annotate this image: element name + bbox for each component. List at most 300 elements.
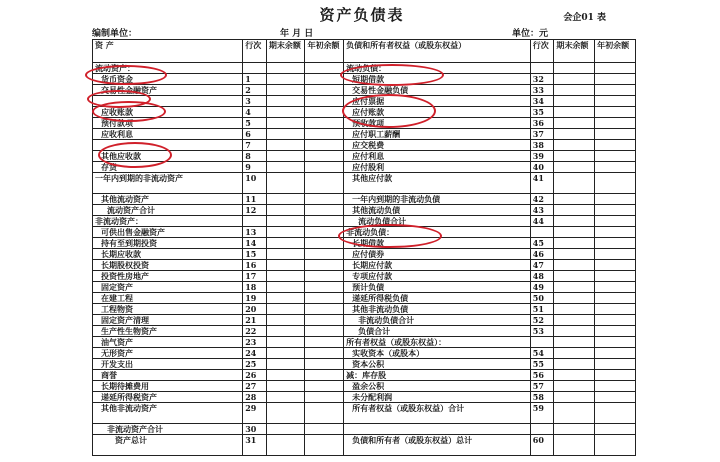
liability-begin-cell [595, 315, 636, 326]
col-end-balance: 期末余额 [266, 40, 305, 63]
table-row [93, 238, 636, 249]
liability-name-cell: 非流动负债合计 [344, 315, 531, 326]
asset-line-cell: 21 [243, 315, 267, 326]
liability-begin-cell [595, 118, 636, 129]
asset-line-cell [243, 216, 267, 227]
asset-end-cell [266, 107, 305, 118]
liability-line-cell: 41 [530, 173, 554, 194]
form-code: 会企01 表 [563, 13, 606, 23]
liability-end-cell [554, 140, 595, 151]
asset-line-cell: 7 [243, 140, 267, 151]
asset-begin-cell [305, 424, 344, 435]
liability-line-cell: 36 [530, 118, 554, 129]
asset-line-cell: 30 [243, 424, 267, 435]
liability-end-cell [554, 403, 595, 424]
liability-begin-cell [595, 173, 636, 194]
liability-line-cell: 50 [530, 293, 554, 304]
asset-begin-cell [305, 403, 344, 424]
liability-line-cell [530, 227, 554, 238]
table-row [93, 249, 636, 260]
liability-begin-cell [595, 392, 636, 403]
asset-end-cell [266, 348, 305, 359]
table-row [93, 315, 636, 326]
liability-name-cell: 长期应付款 [344, 260, 531, 271]
liability-name-cell: 其他应付款 [344, 173, 531, 194]
liability-line-cell [530, 337, 554, 348]
asset-end-cell [266, 63, 305, 74]
liability-begin-cell [595, 359, 636, 370]
table-row [93, 140, 636, 151]
liability-end-cell [554, 227, 595, 238]
asset-line-cell: 15 [243, 249, 267, 260]
liability-line-cell: 55 [530, 359, 554, 370]
asset-end-cell [266, 424, 305, 435]
liability-end-cell [554, 370, 595, 381]
asset-end-cell [266, 337, 305, 348]
liability-begin-cell [595, 194, 636, 205]
liability-name-cell: 长期借款 [344, 238, 531, 249]
col-line-2: 行次 [530, 40, 554, 63]
asset-line-cell: 10 [243, 173, 267, 194]
meta-row [92, 26, 632, 38]
liability-line-cell: 51 [530, 304, 554, 315]
currency-label: 单位：元 [512, 29, 549, 39]
asset-end-cell [266, 118, 305, 129]
liability-line-cell: 47 [530, 260, 554, 271]
col-end-balance-2: 期末余额 [554, 40, 595, 63]
asset-name-cell: 油气资产 [93, 337, 243, 348]
asset-begin-cell [305, 315, 344, 326]
col-assets: 资 产 [93, 40, 243, 63]
liability-line-cell: 48 [530, 271, 554, 282]
liability-line-cell: 56 [530, 370, 554, 381]
liability-begin-cell [595, 348, 636, 359]
asset-line-cell: 26 [243, 370, 267, 381]
liability-end-cell [554, 107, 595, 118]
asset-line-cell: 20 [243, 304, 267, 315]
liability-line-cell: 38 [530, 140, 554, 151]
asset-name-cell: 其他非流动资产 [93, 403, 243, 424]
liability-name-cell [344, 424, 531, 435]
asset-end-cell [266, 227, 305, 238]
liability-begin-cell [595, 107, 636, 118]
liability-name-cell: 所有者权益（或股东权益）合计 [344, 403, 531, 424]
liability-line-cell: 60 [530, 435, 554, 456]
liability-name-cell: 负债和所有者（或股东权益）总计 [344, 435, 531, 456]
asset-end-cell [266, 238, 305, 249]
table-body [93, 63, 636, 456]
liability-begin-cell [595, 337, 636, 348]
asset-name-cell: 非流动资产： [93, 216, 243, 227]
asset-name-cell: 投资性房地产 [93, 271, 243, 282]
asset-line-cell: 1 [243, 74, 267, 85]
asset-name-cell: 无形资产 [93, 348, 243, 359]
asset-name-cell: 可供出售金融资产 [93, 227, 243, 238]
asset-end-cell [266, 315, 305, 326]
table-row [93, 435, 636, 456]
liability-name-cell: 减：库存股 [344, 370, 531, 381]
liability-end-cell [554, 151, 595, 162]
asset-name-cell: 长期股权投资 [93, 260, 243, 271]
liability-line-cell: 33 [530, 85, 554, 96]
liability-end-cell [554, 85, 595, 96]
asset-begin-cell [305, 337, 344, 348]
col-line: 行次 [243, 40, 267, 63]
liability-name-cell: 资本公积 [344, 359, 531, 370]
asset-begin-cell [305, 140, 344, 151]
page-title: 资产负债表 [319, 6, 405, 24]
liability-begin-cell [595, 74, 636, 85]
asset-line-cell: 19 [243, 293, 267, 304]
table-header [93, 40, 636, 63]
asset-name-cell: 一年内到期的非流动资产 [93, 173, 243, 194]
asset-line-cell: 14 [243, 238, 267, 249]
table-row [93, 74, 636, 85]
table-row [93, 173, 636, 194]
asset-begin-cell [305, 151, 344, 162]
asset-begin-cell [305, 173, 344, 194]
asset-line-cell: 22 [243, 326, 267, 337]
asset-end-cell [266, 359, 305, 370]
asset-begin-cell [305, 293, 344, 304]
asset-name-cell: 应收利息 [93, 129, 243, 140]
date-label: 年 月 日 [280, 29, 314, 39]
liability-begin-cell [595, 403, 636, 424]
asset-line-cell: 13 [243, 227, 267, 238]
asset-end-cell [266, 293, 305, 304]
asset-begin-cell [305, 326, 344, 337]
asset-line-cell: 6 [243, 129, 267, 140]
asset-name-cell [93, 140, 243, 151]
asset-begin-cell [305, 282, 344, 293]
asset-begin-cell [305, 129, 344, 140]
liability-end-cell [554, 162, 595, 173]
asset-begin-cell [305, 392, 344, 403]
liability-begin-cell [595, 216, 636, 227]
liability-begin-cell [595, 129, 636, 140]
table-row [93, 151, 636, 162]
unit-label: 编制单位： [92, 29, 138, 39]
table-row [93, 216, 636, 227]
table-row [93, 63, 636, 74]
liability-name-cell: 应付职工薪酬 [344, 129, 531, 140]
asset-line-cell: 31 [243, 435, 267, 456]
asset-line-cell: 4 [243, 107, 267, 118]
asset-end-cell [266, 249, 305, 260]
liability-begin-cell [595, 85, 636, 96]
asset-name-cell: 持有至到期投资 [93, 238, 243, 249]
liability-begin-cell [595, 282, 636, 293]
liability-end-cell [554, 96, 595, 107]
liability-name-cell: 交易性金融负债 [344, 85, 531, 96]
liability-end-cell [554, 271, 595, 282]
asset-line-cell: 5 [243, 118, 267, 129]
liability-begin-cell [595, 424, 636, 435]
liability-name-cell: 未分配利润 [344, 392, 531, 403]
table-row [93, 293, 636, 304]
liability-name-cell: 盈余公积 [344, 381, 531, 392]
liability-end-cell [554, 381, 595, 392]
asset-name-cell: 流动资产合计 [93, 205, 243, 216]
liability-begin-cell [595, 381, 636, 392]
asset-line-cell: 2 [243, 85, 267, 96]
asset-line-cell: 11 [243, 194, 267, 205]
table-row [93, 227, 636, 238]
asset-begin-cell [305, 271, 344, 282]
liability-end-cell [554, 392, 595, 403]
liability-name-cell: 流动负债合计 [344, 216, 531, 227]
asset-name-cell: 固定资产 [93, 282, 243, 293]
liability-end-cell [554, 118, 595, 129]
liability-end-cell [554, 74, 595, 85]
liability-end-cell [554, 304, 595, 315]
table-row [93, 194, 636, 205]
asset-begin-cell [305, 238, 344, 249]
asset-line-cell: 16 [243, 260, 267, 271]
liability-end-cell [554, 63, 595, 74]
liability-name-cell: 一年内到期的非流动负债 [344, 194, 531, 205]
asset-begin-cell [305, 162, 344, 173]
asset-line-cell: 23 [243, 337, 267, 348]
asset-begin-cell [305, 435, 344, 456]
asset-begin-cell [305, 249, 344, 260]
table-row [93, 370, 636, 381]
asset-line-cell: 29 [243, 403, 267, 424]
liability-begin-cell [595, 304, 636, 315]
table-row [93, 271, 636, 282]
col-begin-balance: 年初余额 [305, 40, 344, 63]
asset-name-cell: 交易性金融资产 [93, 85, 243, 96]
asset-name-cell [93, 96, 243, 107]
asset-begin-cell [305, 370, 344, 381]
asset-line-cell: 17 [243, 271, 267, 282]
liability-line-cell: 34 [530, 96, 554, 107]
asset-end-cell [266, 85, 305, 96]
asset-name-cell: 存货 [93, 162, 243, 173]
liability-line-cell: 39 [530, 151, 554, 162]
liability-begin-cell [595, 326, 636, 337]
liability-line-cell [530, 424, 554, 435]
liability-begin-cell [595, 140, 636, 151]
liability-name-cell: 其他流动负债 [344, 205, 531, 216]
asset-name-cell: 长期应收款 [93, 249, 243, 260]
table-row [93, 205, 636, 216]
liability-name-cell: 负债合计 [344, 326, 531, 337]
table-row [93, 129, 636, 140]
liability-end-cell [554, 315, 595, 326]
liability-end-cell [554, 173, 595, 194]
liability-name-cell: 专项应付款 [344, 271, 531, 282]
table-row [93, 260, 636, 271]
asset-begin-cell [305, 194, 344, 205]
liability-name-cell: 预收款项 [344, 118, 531, 129]
asset-name-cell: 固定资产清理 [93, 315, 243, 326]
asset-begin-cell [305, 227, 344, 238]
asset-begin-cell [305, 107, 344, 118]
liability-end-cell [554, 260, 595, 271]
liability-line-cell: 37 [530, 129, 554, 140]
liability-line-cell: 44 [530, 216, 554, 227]
asset-name-cell: 其他流动资产 [93, 194, 243, 205]
asset-name-cell: 递延所得税资产 [93, 392, 243, 403]
liability-begin-cell [595, 271, 636, 282]
asset-name-cell: 开发支出 [93, 359, 243, 370]
col-liabilities: 负债和所有者权益（或股东权益） [344, 40, 531, 63]
liability-line-cell: 52 [530, 315, 554, 326]
liability-line-cell: 59 [530, 403, 554, 424]
liability-begin-cell [595, 96, 636, 107]
asset-name-cell: 工程物资 [93, 304, 243, 315]
liability-begin-cell [595, 162, 636, 173]
liability-end-cell [554, 205, 595, 216]
liability-name-cell: 应付利息 [344, 151, 531, 162]
asset-end-cell [266, 370, 305, 381]
col-begin-balance-2: 年初余额 [595, 40, 636, 63]
liability-end-cell [554, 249, 595, 260]
table-row [93, 96, 636, 107]
asset-begin-cell [305, 260, 344, 271]
table-row [93, 85, 636, 96]
asset-end-cell [266, 194, 305, 205]
asset-line-cell: 28 [243, 392, 267, 403]
asset-end-cell [266, 271, 305, 282]
liability-line-cell: 40 [530, 162, 554, 173]
asset-end-cell [266, 129, 305, 140]
table-row [93, 403, 636, 424]
asset-name-cell: 应收账款 [93, 107, 243, 118]
asset-begin-cell [305, 74, 344, 85]
liability-end-cell [554, 194, 595, 205]
asset-begin-cell [305, 85, 344, 96]
liability-end-cell [554, 238, 595, 249]
asset-end-cell [266, 381, 305, 392]
liability-begin-cell [595, 249, 636, 260]
liability-end-cell [554, 337, 595, 348]
liability-line-cell [530, 63, 554, 74]
table-row [93, 424, 636, 435]
liability-end-cell [554, 293, 595, 304]
table-row [93, 337, 636, 348]
liability-line-cell: 54 [530, 348, 554, 359]
asset-begin-cell [305, 63, 344, 74]
liability-begin-cell [595, 260, 636, 271]
liability-name-cell: 应付票据 [344, 96, 531, 107]
liability-begin-cell [595, 238, 636, 249]
asset-end-cell [266, 74, 305, 85]
liability-end-cell [554, 424, 595, 435]
asset-end-cell [266, 260, 305, 271]
liability-end-cell [554, 326, 595, 337]
asset-name-cell: 生产性生物资产 [93, 326, 243, 337]
liability-begin-cell [595, 205, 636, 216]
liability-name-cell: 应付账款 [344, 107, 531, 118]
asset-begin-cell [305, 359, 344, 370]
table-row [93, 392, 636, 403]
asset-name-cell: 商誉 [93, 370, 243, 381]
table-row [93, 348, 636, 359]
liability-begin-cell [595, 370, 636, 381]
table-row [93, 282, 636, 293]
liability-end-cell [554, 129, 595, 140]
asset-begin-cell [305, 348, 344, 359]
liability-begin-cell [595, 151, 636, 162]
liability-begin-cell [595, 435, 636, 456]
liability-end-cell [554, 282, 595, 293]
asset-name-cell: 其他应收款 [93, 151, 243, 162]
asset-begin-cell [305, 304, 344, 315]
table-row [93, 359, 636, 370]
liability-name-cell: 所有者权益（或股东权益）： [344, 337, 531, 348]
asset-line-cell: 27 [243, 381, 267, 392]
liability-name-cell: 应付债券 [344, 249, 531, 260]
asset-end-cell [266, 162, 305, 173]
liability-line-cell: 46 [530, 249, 554, 260]
liability-begin-cell [595, 227, 636, 238]
liability-begin-cell [595, 63, 636, 74]
liability-line-cell: 58 [530, 392, 554, 403]
asset-line-cell: 18 [243, 282, 267, 293]
liability-end-cell [554, 435, 595, 456]
asset-end-cell [266, 435, 305, 456]
liability-end-cell [554, 348, 595, 359]
liability-line-cell: 57 [530, 381, 554, 392]
table-row [93, 162, 636, 173]
asset-line-cell: 24 [243, 348, 267, 359]
asset-end-cell [266, 282, 305, 293]
liability-name-cell: 短期借款 [344, 74, 531, 85]
asset-end-cell [266, 216, 305, 227]
liability-name-cell: 非流动负债： [344, 227, 531, 238]
asset-end-cell [266, 151, 305, 162]
liability-name-cell: 递延所得税负债 [344, 293, 531, 304]
asset-begin-cell [305, 381, 344, 392]
asset-begin-cell [305, 96, 344, 107]
asset-name-cell: 预付款项 [93, 118, 243, 129]
asset-end-cell [266, 403, 305, 424]
liability-name-cell: 应付股利 [344, 162, 531, 173]
liability-name-cell: 应交税费 [344, 140, 531, 151]
asset-line-cell: 9 [243, 162, 267, 173]
asset-end-cell [266, 392, 305, 403]
asset-begin-cell [305, 118, 344, 129]
table-row [93, 381, 636, 392]
asset-name-cell: 在建工程 [93, 293, 243, 304]
asset-end-cell [266, 173, 305, 194]
liability-begin-cell [595, 293, 636, 304]
liability-name-cell: 预计负债 [344, 282, 531, 293]
liability-end-cell [554, 359, 595, 370]
asset-end-cell [266, 205, 305, 216]
asset-end-cell [266, 304, 305, 315]
asset-end-cell [266, 326, 305, 337]
asset-line-cell: 8 [243, 151, 267, 162]
asset-name-cell: 长期待摊费用 [93, 381, 243, 392]
liability-line-cell: 43 [530, 205, 554, 216]
asset-name-cell: 货币资金 [93, 74, 243, 85]
table-row [93, 107, 636, 118]
liability-line-cell: 53 [530, 326, 554, 337]
asset-name-cell: 资产总计 [93, 435, 243, 456]
asset-line-cell: 3 [243, 96, 267, 107]
liability-line-cell: 32 [530, 74, 554, 85]
asset-begin-cell [305, 205, 344, 216]
asset-line-cell: 25 [243, 359, 267, 370]
liability-line-cell: 45 [530, 238, 554, 249]
asset-line-cell [243, 63, 267, 74]
asset-end-cell [266, 140, 305, 151]
liability-line-cell: 35 [530, 107, 554, 118]
liability-line-cell: 49 [530, 282, 554, 293]
